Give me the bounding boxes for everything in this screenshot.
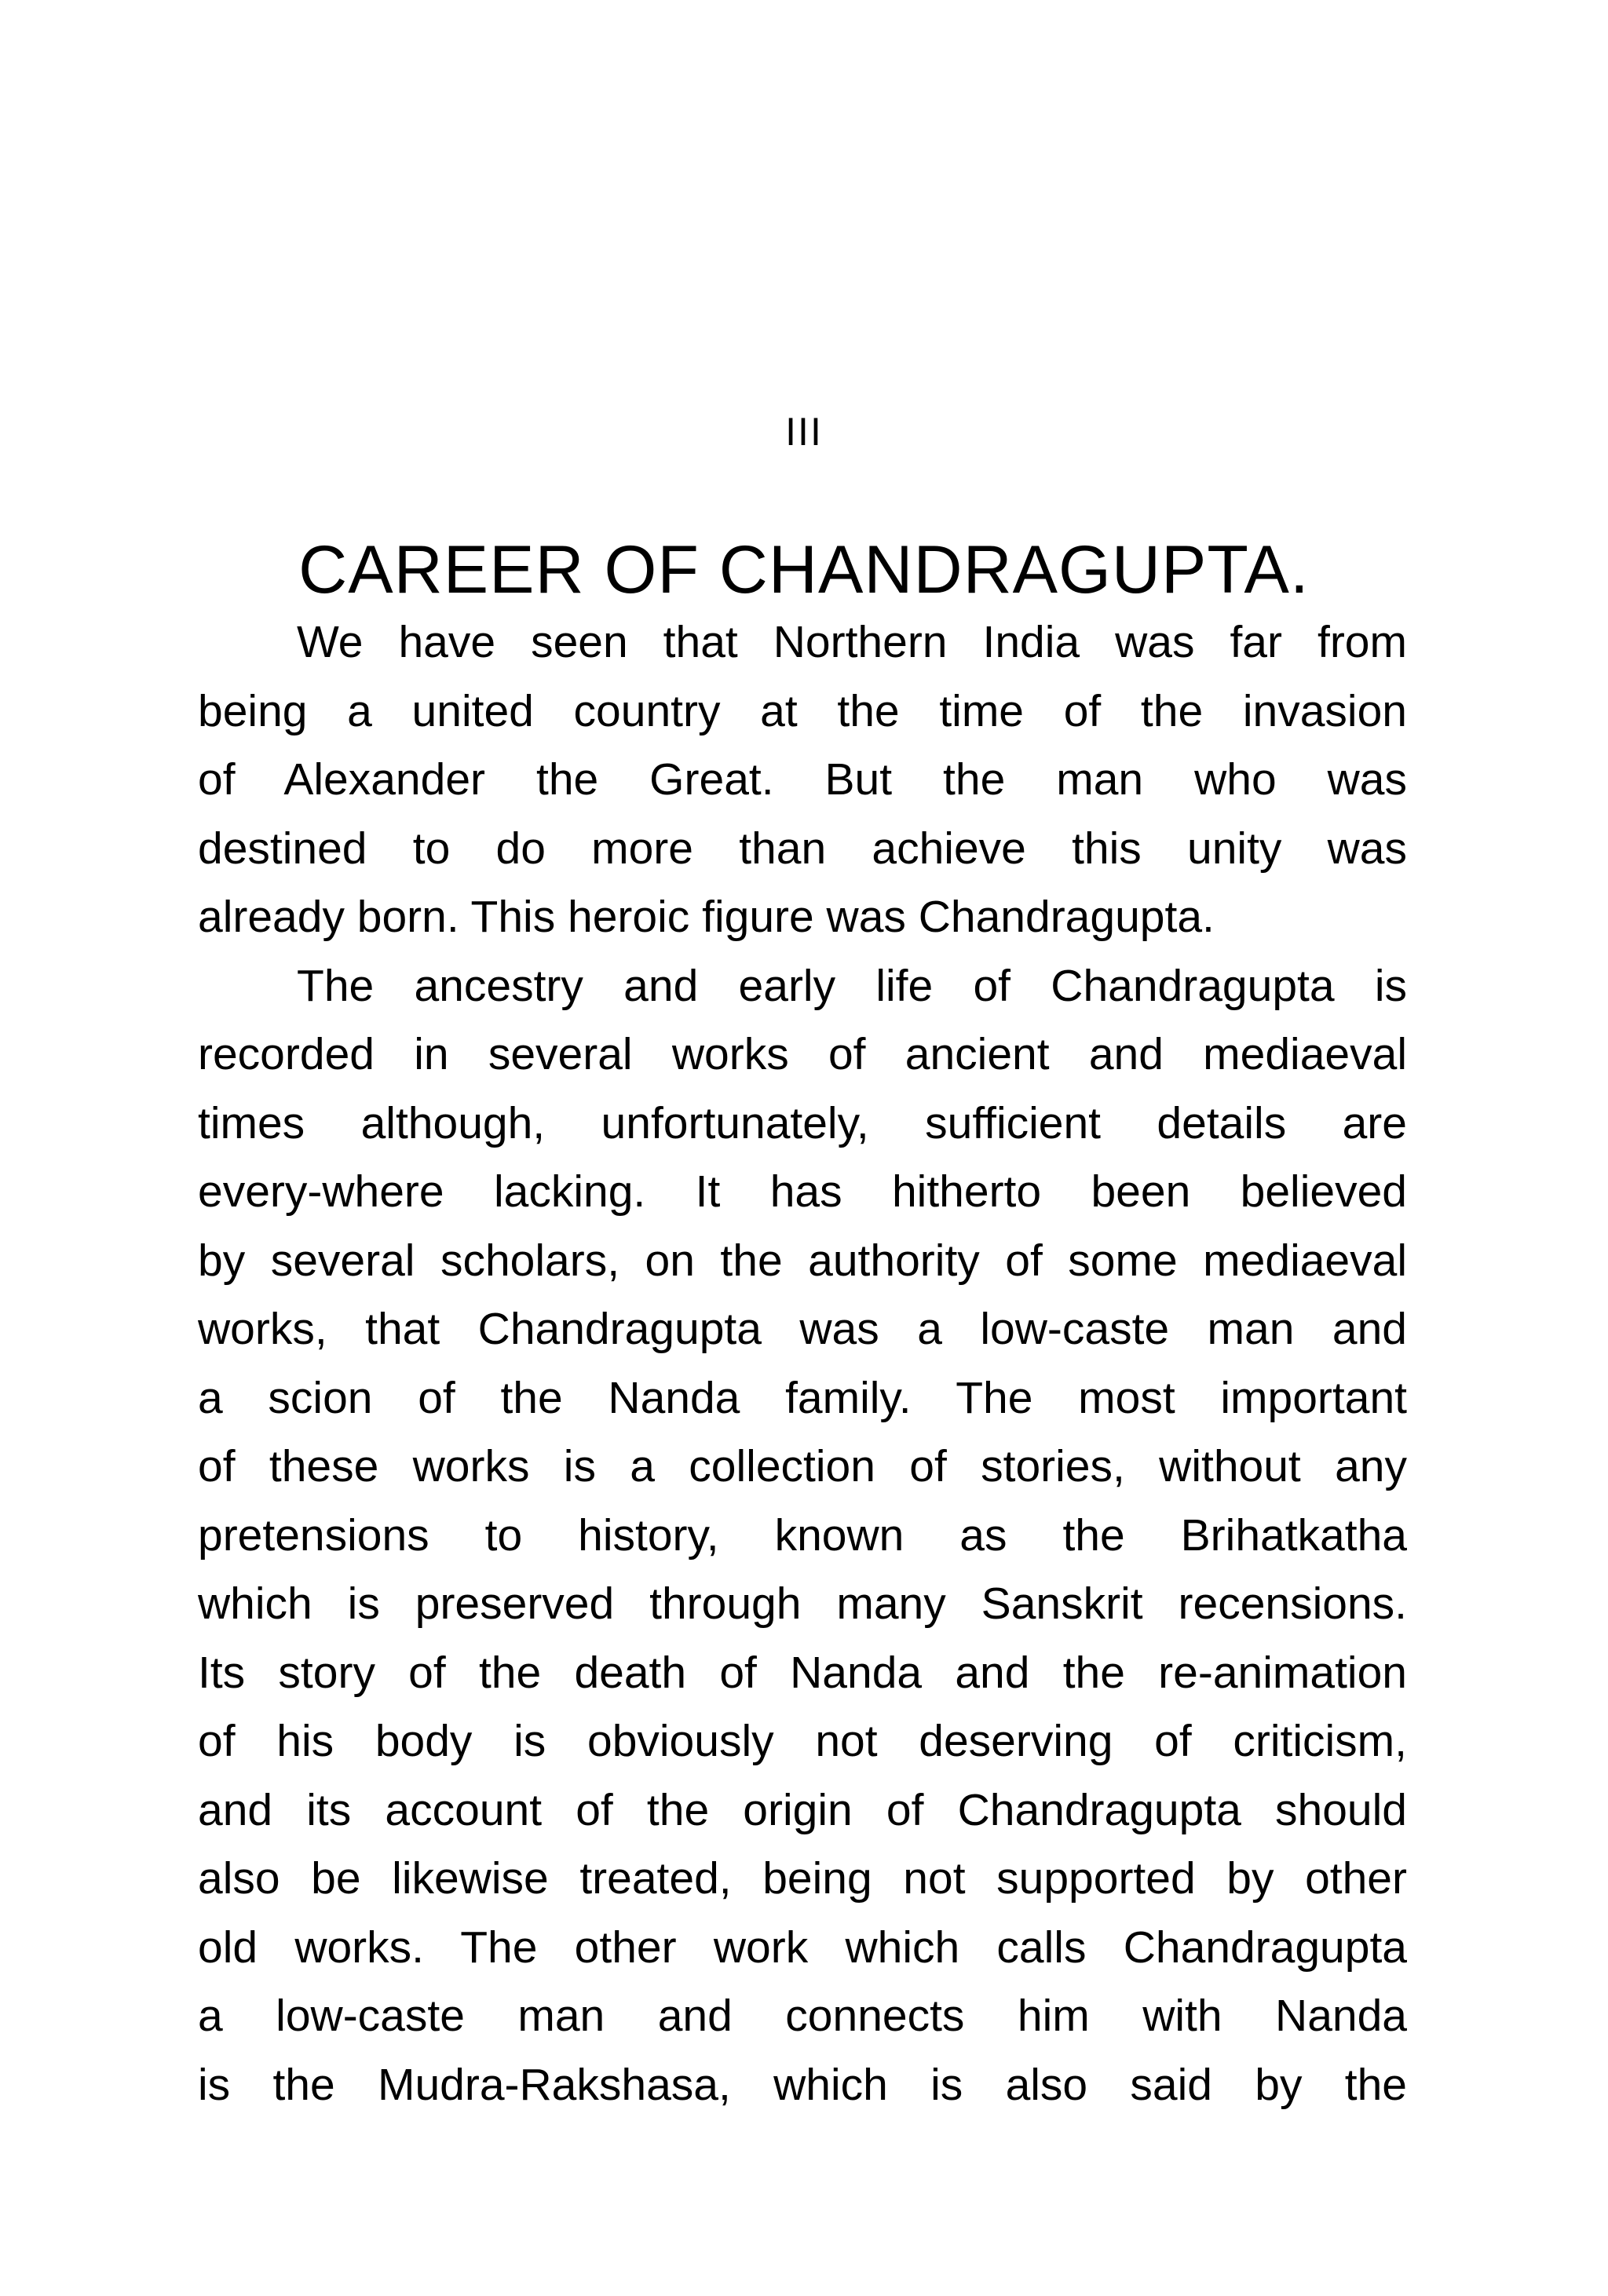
text-line: works, that Chandragupta was a low-caste man and xyxy=(198,1304,1407,1354)
text-line: by several scholars, on the authority of some mediaeval xyxy=(198,1235,1407,1286)
text-line: being a united country at the time of the invasion xyxy=(198,685,1407,736)
text-line: Its story of the death of Nanda and the re-animation xyxy=(198,1647,1407,1698)
text-line: pretensions to history, known as the Brihatkatha xyxy=(198,1509,1407,1560)
text-line: destined to do more than achieve this unity was xyxy=(198,823,1407,874)
text-line: and its account of the origin of Chandragupta should xyxy=(198,1784,1407,1835)
text-line: of his body is obviously not deserving of criticism, xyxy=(198,1716,1407,1766)
text-line: already born. This heroic figure was Chandragupta. xyxy=(198,892,1215,942)
text-line: old works. The other work which calls Chandragupta xyxy=(198,1922,1407,1973)
text-line: a low-caste man and connects him with Nanda xyxy=(198,1991,1407,2041)
text-line: every-where lacking. It has hitherto been believed xyxy=(198,1166,1407,1217)
text-line: a scion of the Nanda family. The most important xyxy=(198,1372,1407,1423)
text-line: times although, unfortunately, sufficient details are xyxy=(198,1097,1407,1148)
chapter-title: CAREER OF CHANDRAGUPTA. xyxy=(298,531,1310,608)
chapter-number: III xyxy=(785,410,823,454)
text-line: recorded in several works of ancient and mediaeval xyxy=(198,1029,1407,1079)
text-line: The ancestry and early life of Chandragupta is xyxy=(297,960,1407,1011)
text-line: which is preserved through many Sanskrit recensions. xyxy=(198,1579,1407,1629)
chapter-body-text xyxy=(198,608,1407,2119)
text-line: of Alexander the Great. But the man who was xyxy=(198,754,1407,805)
text-line: also be likewise treated, being not supported by other xyxy=(198,1853,1407,1904)
text-line: of these works is a collection of stories, without any xyxy=(198,1441,1407,1491)
text-line: We have seen that Northern India was far from xyxy=(297,617,1407,667)
text-line: is the Mudra-Rakshasa, which is also said by the xyxy=(198,2059,1407,2110)
